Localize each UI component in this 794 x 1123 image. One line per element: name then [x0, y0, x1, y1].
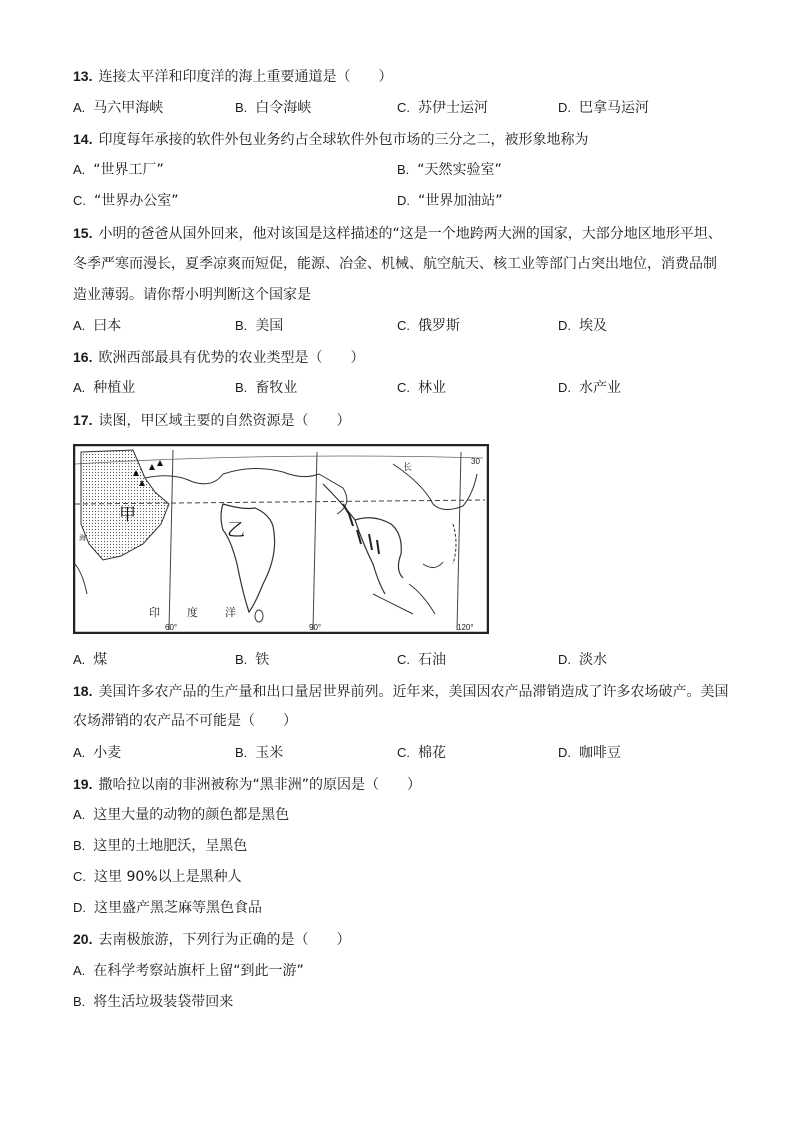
- option-14-c[interactable]: [73, 191, 179, 211]
- label-lat-30: 30: [471, 457, 480, 466]
- text-span: 17.: [73, 412, 93, 428]
- text-span: 15.: [73, 225, 93, 241]
- text-span: 淡水: [579, 652, 607, 668]
- text-span: 冬季严寒而漫长，夏季凉爽而短促，能源、冶金、机械、航空航天、核工业等部门占突出地位，消费品制: [73, 256, 717, 272]
- option-16-a[interactable]: [73, 378, 135, 398]
- option-13-c[interactable]: [397, 98, 488, 118]
- option-16-b[interactable]: [235, 378, 297, 398]
- text-span: A.: [73, 162, 86, 177]
- text-span: 小明的爸爸从国外回来，他对该国是这样描述的“这是一个地跨两大洲的国家，大部分地区地形平坦、: [98, 226, 722, 242]
- text-span: 美国许多农产品的生产量和出口量居世界前列。近年来，美国因农产品滞销造成了许多农场破产。美国: [98, 684, 729, 700]
- label-lon-90: 90°: [309, 623, 322, 632]
- text-span: 18.: [73, 683, 93, 699]
- question-18: [73, 681, 728, 702]
- option-15-d[interactable]: [558, 316, 607, 336]
- text-span: 马六甲海峡: [93, 100, 164, 116]
- text-span: 这里 90%以上是黑种人: [94, 869, 242, 885]
- option-13-b[interactable]: [235, 98, 311, 118]
- text-span: “天然实验室”: [417, 162, 502, 178]
- text-span: 在科学考察站旗杆上留“到此一游”: [93, 963, 304, 979]
- text-span: 棉花: [418, 745, 446, 761]
- option-18-c[interactable]: [397, 743, 446, 763]
- text-span: D.: [397, 193, 410, 208]
- question-20: [73, 929, 350, 950]
- text-span: 巴拿马运河: [579, 100, 649, 116]
- question-14: [73, 129, 588, 150]
- text-span: 俄罗斯: [418, 318, 460, 334]
- option-19-a[interactable]: [73, 805, 289, 825]
- text-span: B.: [235, 380, 248, 395]
- option-13-d[interactable]: [558, 98, 649, 118]
- text-span: 撒哈拉以南的非洲被称为“黑非洲”的原因是（ ）: [98, 777, 421, 793]
- option-17-d[interactable]: [558, 650, 607, 670]
- question-18-line-2: [73, 711, 297, 731]
- text-span: 这里大量的动物的颜色都是黑色: [93, 807, 290, 823]
- text-span: 白令海峡: [255, 100, 312, 116]
- text-span: B.: [397, 162, 410, 177]
- text-span: 欧洲西部最具有优势的农业类型是（ ）: [98, 350, 365, 366]
- text-span: “世界办公室”: [94, 193, 179, 209]
- text-span: 印度每年承接的软件外包业务约占全球软件外包市场的三分之二，被形象地称为: [98, 132, 589, 148]
- text-span: 造业薄弱。请你帮小明判断这个国家是: [73, 287, 311, 303]
- text-span: “世界工厂”: [93, 162, 164, 178]
- label-ocean-3: 洋: [225, 606, 236, 619]
- text-span: C.: [73, 193, 86, 208]
- text-span: A.: [73, 380, 86, 395]
- text-span: B.: [235, 652, 248, 667]
- text-span: B.: [235, 318, 248, 333]
- text-span: A.: [73, 963, 86, 978]
- label-lon-60: 60°: [165, 623, 178, 632]
- label-chang: 长: [403, 463, 413, 473]
- option-18-d[interactable]: [558, 743, 621, 763]
- text-span: 14.: [73, 131, 93, 147]
- text-span: 13.: [73, 68, 93, 84]
- text-span: D.: [558, 380, 571, 395]
- option-17-c[interactable]: [397, 650, 446, 670]
- option-18-a[interactable]: [73, 743, 121, 763]
- option-19-d[interactable]: [73, 898, 262, 918]
- text-span: C.: [397, 745, 410, 760]
- text-span: D.: [558, 745, 571, 760]
- text-span: B.: [73, 994, 86, 1009]
- asia-map-figure: [73, 444, 489, 634]
- text-span: C.: [73, 869, 86, 884]
- text-span: 这里盛产黑芝麻等黑色食品: [94, 900, 262, 916]
- text-span: A.: [73, 745, 86, 760]
- question-19: [73, 774, 421, 795]
- question-15-line-3: [73, 285, 311, 305]
- text-span: 连接太平洋和印度洋的海上重要通道是（ ）: [98, 69, 393, 85]
- option-20-a[interactable]: [73, 961, 304, 981]
- text-span: 将生活垃圾装袋带回来: [93, 994, 234, 1010]
- text-span: D.: [558, 652, 571, 667]
- text-span: A.: [73, 318, 86, 333]
- question-17: [73, 410, 350, 431]
- text-span: B.: [73, 838, 86, 853]
- option-14-a[interactable]: [73, 160, 164, 180]
- text-span: C.: [397, 318, 410, 333]
- text-span: 石油: [418, 652, 446, 668]
- label-yi: 乙: [227, 520, 245, 541]
- option-15-b[interactable]: [235, 316, 283, 336]
- text-span: 去南极旅游，下列行为正确的是（ ）: [98, 932, 351, 948]
- option-16-d[interactable]: [558, 378, 621, 398]
- label-ocean-2: 度: [187, 606, 198, 619]
- question-15-line-2: [73, 254, 717, 274]
- option-19-c[interactable]: [73, 867, 242, 887]
- option-16-c[interactable]: [397, 378, 446, 398]
- text-span: 林业: [418, 380, 446, 396]
- text-span: 曰本: [93, 318, 122, 334]
- text-span: D.: [73, 900, 86, 915]
- text-span: D.: [558, 100, 571, 115]
- text-span: 苏伊士运河: [418, 100, 488, 116]
- text-span: A.: [73, 100, 86, 115]
- option-20-b[interactable]: [73, 992, 233, 1012]
- text-span: 咖啡豆: [579, 745, 621, 761]
- text-span: 小麦: [93, 745, 122, 761]
- text-span: B.: [235, 745, 248, 760]
- option-18-b[interactable]: [235, 743, 283, 763]
- text-span: D.: [558, 318, 571, 333]
- question-15: [73, 223, 722, 244]
- option-15-a[interactable]: [73, 316, 121, 336]
- text-span: 水产业: [579, 380, 621, 396]
- text-span: 埃及: [579, 318, 607, 334]
- question-13: [73, 66, 392, 87]
- text-span: 畜牧业: [255, 380, 298, 396]
- label-ocean-1: 印: [149, 606, 160, 619]
- text-span: 种植业: [93, 380, 136, 396]
- text-span: 16.: [73, 349, 93, 365]
- text-span: 20.: [73, 931, 93, 947]
- option-13-a[interactable]: [73, 98, 163, 118]
- option-14-d[interactable]: [397, 191, 503, 211]
- text-span: “世界加油站”: [418, 193, 503, 209]
- text-span: C.: [397, 652, 410, 667]
- text-span: 美国: [255, 318, 284, 334]
- text-span: 煤: [93, 652, 108, 668]
- text-span: 铁: [255, 652, 270, 668]
- text-span: 读图，甲区域主要的自然资源是（ ）: [98, 413, 351, 429]
- text-span: A.: [73, 807, 86, 822]
- text-span: B.: [235, 100, 248, 115]
- option-17-b[interactable]: [235, 650, 269, 670]
- text-span: 农场滞销的农产品不可能是（ ）: [73, 713, 297, 729]
- label-jia: 甲: [119, 505, 136, 525]
- label-hai: 海: [79, 534, 86, 542]
- text-span: 玉米: [255, 745, 284, 761]
- text-span: 这里的土地肥沃，呈黑色: [93, 838, 248, 854]
- text-span: C.: [397, 380, 410, 395]
- text-span: C.: [397, 100, 410, 115]
- text-span: 19.: [73, 776, 93, 792]
- option-17-a[interactable]: [73, 650, 107, 670]
- option-15-c[interactable]: [397, 316, 460, 336]
- option-14-b[interactable]: [397, 160, 502, 180]
- option-19-b[interactable]: [73, 836, 247, 856]
- label-lon-120: 120°: [457, 623, 474, 632]
- question-16: [73, 347, 364, 368]
- text-span: A.: [73, 652, 86, 667]
